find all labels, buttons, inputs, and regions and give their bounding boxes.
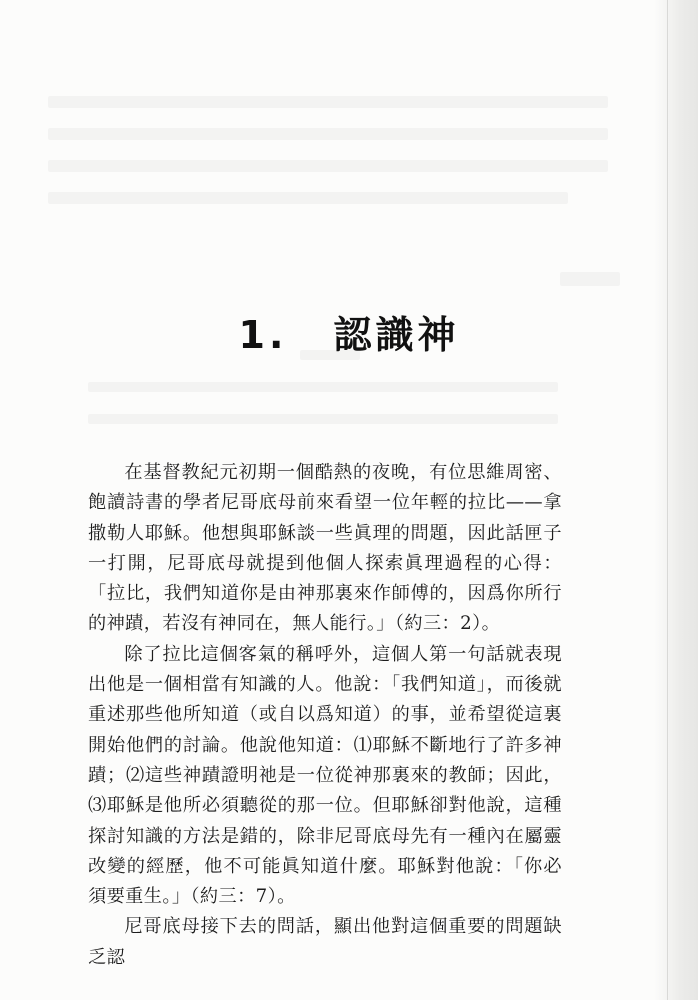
bleed-through-mark xyxy=(88,414,558,424)
bleed-through-mark xyxy=(88,382,558,392)
bleed-through-mark xyxy=(48,160,608,172)
bleed-through-mark xyxy=(48,192,568,204)
chapter-title-text: 認識神 xyxy=(333,313,460,357)
page-edge-line xyxy=(667,0,668,1000)
paragraph: 尼哥底母接下去的問話，顯出他對這個重要的問題缺乏認 xyxy=(88,916,562,968)
paragraph: 在基督教紀元初期一個酷熱的夜晚，有位思維周密、飽讀詩書的學者尼哥底母前來看望一位年輕的拉比——拿撒勒人耶穌。他想與耶穌談一些眞理的問題，因此話匣子一打開，尼哥底母就提到他個人探索眞理過程的心得：「拉比，我們知道你是由神那裏來作師傅的，因爲你所行的神蹟，若沒有神同在，無人能行。」（約三：2）。 xyxy=(88,462,562,635)
bleed-through-mark xyxy=(48,128,608,140)
chapter-number: 1. xyxy=(238,313,288,357)
page-edge-shadow xyxy=(654,0,698,1000)
bleed-through-mark xyxy=(560,272,620,286)
body-text xyxy=(88,458,562,973)
bleed-through-mark xyxy=(48,96,608,108)
paragraph: 除了拉比這個客氣的稱呼外，這個人第一句話就表現出他是一個相當有知識的人。他說：「我們知道」，而後就重述那些他所知道（或自以爲知道）的事，並希望從這裏開始他們的討論。他說他知道：⑴耶穌不斷地行了許多神蹟；⑵這些神蹟證明祂是一位從神那裏來的教師；因此，⑶耶穌是他所必須聽從的那一位。但耶穌卻對他說，這種探討知識的方法是錯的，除非尼哥底母先有一種內在屬靈改變的經歷，他不可能眞知道什麼。耶穌對他說：「你必須要重生。」（約三：7）。 xyxy=(88,643,562,908)
chapter-title xyxy=(0,304,698,359)
